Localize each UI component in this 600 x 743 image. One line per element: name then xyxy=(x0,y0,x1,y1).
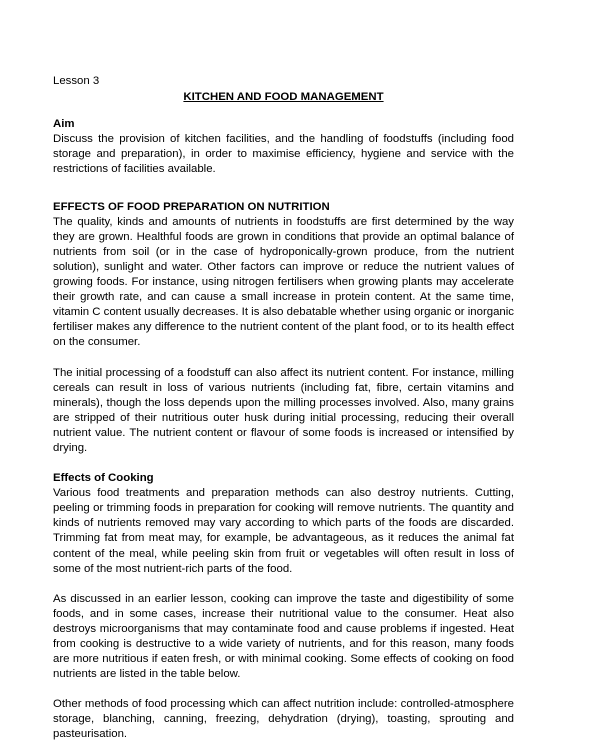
cooking-heading: Effects of Cooking xyxy=(53,472,154,485)
cooking-paragraph-3: Other methods of food processing which can affect nutrition include: controlled-atmosphere storage, blanching, canning, freezing, dehydration (drying), toasting, sprouting and pasteurisation. xyxy=(53,698,514,741)
effects-paragraph-1: The quality, kinds and amounts of nutrients in foodstuffs are first determined by the way they are grown. Healthful foods are grown in conditions that provide an optimal balance of nutrients from soil (or in the case of hydroponically-grown produce, from the nutrient solution), sunlight and water. Other factors can improve or reduce the nutrient values of growing foods. For instance, using nitrogen fertilisers when growing plants may accelerate their growth rate, and can cause a small increase in protein content. At the same time, vitamin C content usually decreases. It is also debatable whether using organic or inorganic fertiliser makes any difference to the nutrient content of the plant food, or to its health effect on the consumer. xyxy=(53,215,514,349)
cooking-paragraph-2: As discussed in an earlier lesson, cooking can improve the taste and digestibility of some foods, and in some cases, increase their nutritional value to the consumer. Heat also destroys microorganisms that may contaminate food and cause problems if ingested. Heat from cooking is destructive to a wide variety of nutrients, and for this reason, many foods are more nutritious if eaten fresh, or with minimal cooking. Some effects of cooking on food nutrients are listed in the table below. xyxy=(53,592,514,681)
effects-heading: EFFECTS OF FOOD PREPARATION ON NUTRITION xyxy=(53,200,330,213)
effects-paragraph-2: The initial processing of a foodstuff can also affect its nutrient content. For instance, milling cereals can result in loss of various nutrients (including fat, fibre, certain vitamins and minerals), though the loss depends upon the milling processes involved. Also, many grains are stripped of their nutritious outer husk during initial processing, reducing their overall nutrient value. The nutrient content or flavour of some foods is increased or intensified by drying. xyxy=(53,366,514,454)
document-page xyxy=(53,74,514,743)
document-title: KITCHEN AND FOOD MANAGEMENT xyxy=(183,91,384,104)
lesson-label: Lesson 3 xyxy=(53,75,100,87)
cooking-paragraph-1: Various food treatments and preparation methods can also destroy nutrients. Cutting, peeling or trimming foods in preparation for cooking will remove nutrients. The quantity and kinds of nutrients removed may vary according to which parts of the foods are discarded. Trimming fat from meat may, for example, be advantageous, as it reduces the animal fat content of the meal, while peeling skin from fruit or vegetables will often result in loss of some of the most nutrient-rich parts of the food. xyxy=(53,487,514,575)
aim-heading: Aim xyxy=(53,118,75,131)
aim-paragraph: Discuss the provision of kitchen facilities, and the handling of foodstuffs (including food storage and preparation), in order to maximise efficiency, hygiene and service with the restrictions of facilities available. xyxy=(53,133,514,176)
